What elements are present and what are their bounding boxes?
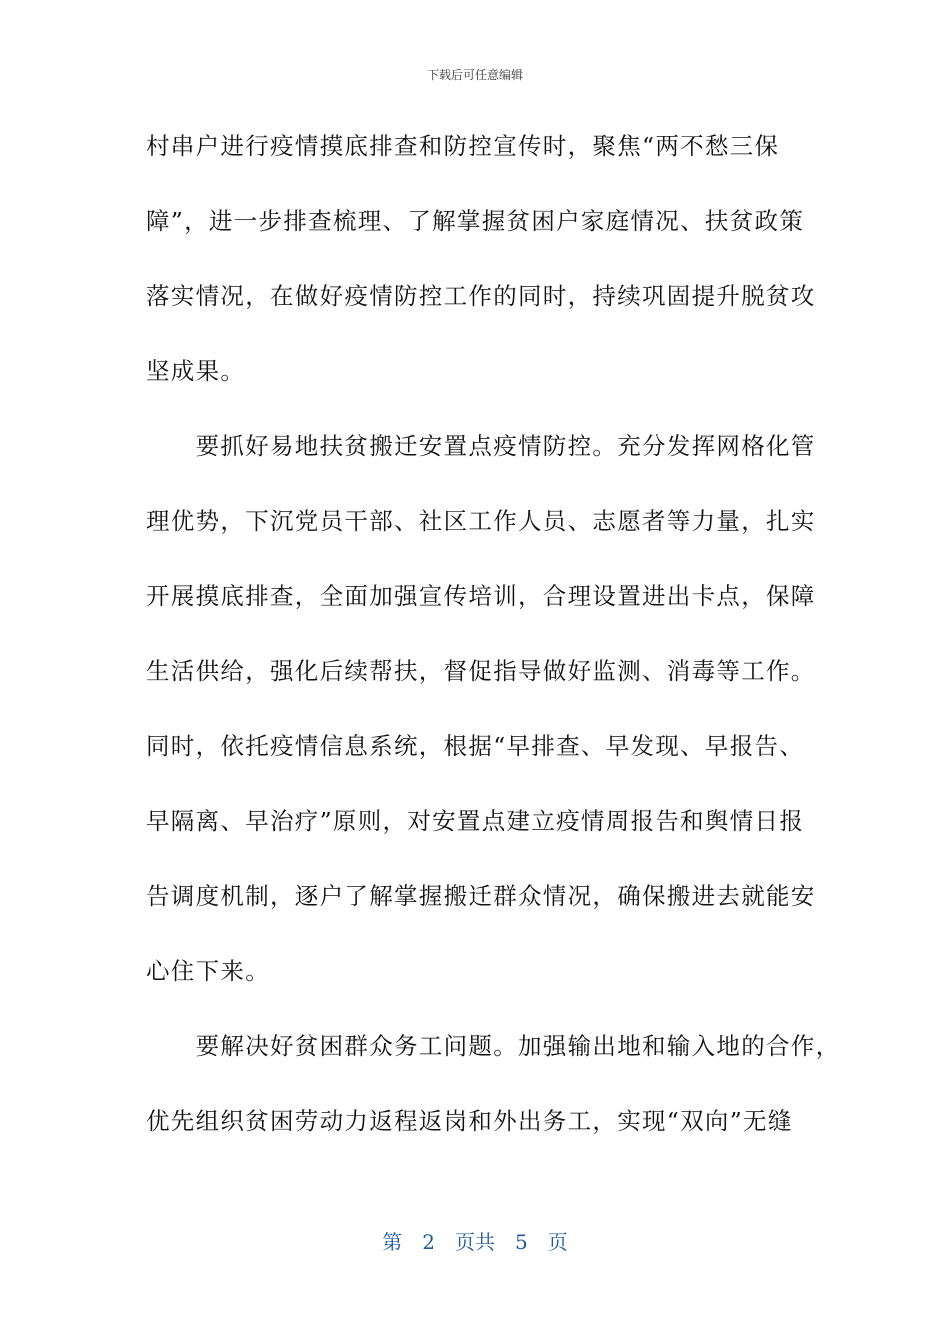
text-line: 要抓好易地扶贫搬迁安置点疫情防控。充分发挥网格化管 xyxy=(146,432,816,460)
text-line: 同时，依托疫情信息系统，根据“早排查、早发现、早报告、 xyxy=(146,732,805,760)
page-number-footer: 第 2 页共 5 页 xyxy=(382,1230,568,1254)
text-line: 障”，进一步排查梳理、了解掌握贫困户家庭情况、扶贫政策 xyxy=(146,207,805,235)
text-line: 落实情况，在做好疫情防控工作的同时，持续巩固提升脱贫攻 xyxy=(146,282,816,310)
text-line: 村串户进行疫情摸底排查和防控宣传时，聚焦“两不愁三保 xyxy=(146,132,780,160)
text-line: 开展摸底排查，全面加强宣传培训，合理设置进出卡点，保障 xyxy=(146,582,816,610)
text-line: 心住下来。 xyxy=(146,957,270,985)
text-line: 生活供给，强化后续帮扶，督促指导做好监测、消毒等工作。 xyxy=(146,657,816,685)
page-header-note: 下载后可任意编辑 xyxy=(426,68,523,82)
text-line: 坚成果。 xyxy=(146,357,246,385)
text-line: 理优势，下沉党员干部、社区工作人员、志愿者等力量，扎实 xyxy=(146,507,816,535)
document-body xyxy=(146,124,841,1174)
text-line: 要解决好贫困群众务工问题。加强输出地和输入地的合作， xyxy=(146,1032,841,1060)
text-line: 优先组织贫困劳动力返程返岗和外出务工，实现“双向”无缝 xyxy=(146,1107,793,1135)
text-line: 告调度机制，逐户了解掌握搬迁群众情况，确保搬进去就能安 xyxy=(146,882,816,910)
text-line: 早隔离、早治疗”原则，对安置点建立疫情周报告和舆情日报 xyxy=(146,807,805,835)
